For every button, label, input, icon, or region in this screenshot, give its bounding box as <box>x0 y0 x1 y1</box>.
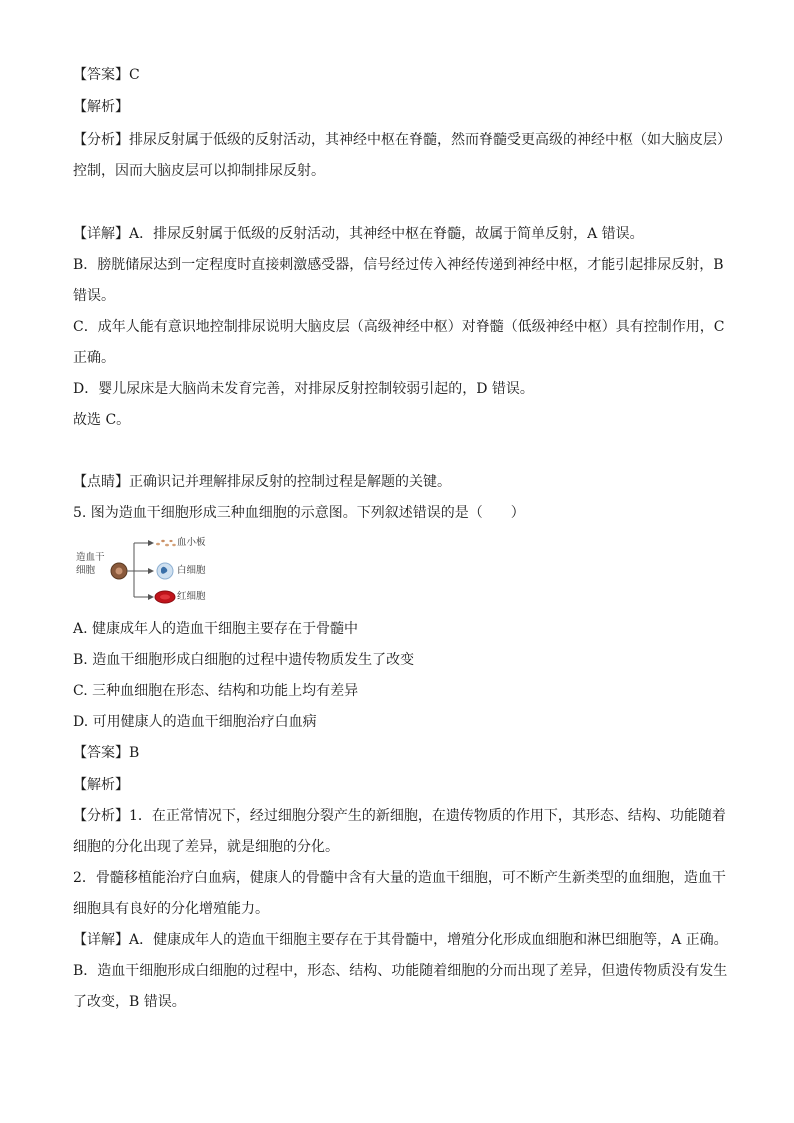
red-blood-cell-icon <box>155 591 175 603</box>
answer-value: B <box>129 745 140 761</box>
fenxi-line-4-q5: 细胞具有良好的分化增殖能力。 <box>73 901 269 917</box>
dianjing-line <box>73 473 451 491</box>
arrow-to-platelet-icon <box>148 540 154 546</box>
platelet-label: 血小板 <box>177 537 206 548</box>
fenxi-tag: 【分析】 <box>73 132 129 148</box>
fenxi-line-1 <box>73 131 731 149</box>
stem-cell-label-1: 造血干 <box>76 552 105 563</box>
detail-line-d: D．婴儿尿床是大脑尚未发育完善，对排尿反射控制较弱引起的，D 错误。 <box>73 381 534 397</box>
fenxi-line-1-q5 <box>73 807 726 825</box>
answer-tag: 【答案】 <box>73 67 129 83</box>
detail-text: A．排尿反射属于低级的反射活动，其神经中枢在脊髓，故属于简单反射，A 错误。 <box>129 226 644 242</box>
option-b: B. 造血干细胞形成白细胞的过程中遗传物质发生了改变 <box>73 652 415 668</box>
fenxi-line-2-q5: 细胞的分化出现了差异，就是细胞的分化。 <box>73 839 339 855</box>
wbc-label: 白细胞 <box>177 565 206 576</box>
detail-tag: 【详解】 <box>73 226 129 242</box>
detail-tag: 【详解】 <box>73 932 129 948</box>
option-d: D. 可用健康人的造血干细胞治疗白血病 <box>73 714 317 730</box>
detail-line-a <box>73 225 644 243</box>
stem-cell-label-2: 细胞 <box>76 565 96 576</box>
white-blood-cell-icon <box>157 563 173 579</box>
answer-tag: 【答案】 <box>73 745 129 761</box>
fenxi-text: 排尿反射属于低级的反射活动，其神经中枢在脊髓，然而脊髓受更高级的神经中枢（如大脑皮层） <box>129 132 731 148</box>
rbc-label: 红细胞 <box>177 591 206 602</box>
detail-line-b1: B．膀胱储尿达到一定程度时直接刺激感受器，信号经过传入神经传递到神经中枢，才能引起排尿反射，B <box>73 257 724 273</box>
blood-cell-diagram <box>72 535 222 605</box>
detail-line-c2: 正确。 <box>73 350 115 366</box>
option-a: A. 健康成年人的造血干细胞主要存在于骨髓中 <box>73 621 359 637</box>
arrow-to-rbc-icon <box>148 594 154 600</box>
detail-line-c1: C．成年人能有意识地控制排尿说明大脑皮层（高级神经中枢）对脊髓（低级神经中枢）具有控制作用，C <box>73 319 725 335</box>
analysis-label: 【解析】 <box>73 99 129 115</box>
fenxi-text: 1．在正常情况下，经过细胞分裂产生的新细胞，在遗传物质的作用下，其形态、结构、功能随着 <box>129 808 726 824</box>
detail-line-a-q5 <box>73 931 728 949</box>
option-c: C. 三种血细胞在形态、结构和功能上均有差异 <box>73 683 359 699</box>
detail-line-b1-q5: B．造血干细胞形成白细胞的过程中，形态、结构、功能随着细胞的分而出现了差异，但遗传物质没有发生 <box>73 963 728 979</box>
fenxi-line-3-q5: 2．骨髓移植能治疗白血病，健康人的骨髓中含有大量的造血干细胞，可不断产生新类型的血细胞，造血干 <box>73 870 726 886</box>
question-5-stem: 5. 图为造血干细胞形成三种血细胞的示意图。下列叙述错误的是（ ） <box>73 505 525 521</box>
detail-text: A．健康成年人的造血干细胞主要存在于其骨髓中，增殖分化形成血细胞和淋巴细胞等，A 正确。 <box>129 932 728 948</box>
conclusion-line: 故选 C。 <box>73 412 131 428</box>
arrow-to-wbc-icon <box>148 568 154 574</box>
detail-line-b2: 错误。 <box>73 288 115 304</box>
dianjing-tag: 【点睛】 <box>73 474 129 490</box>
platelet-icon <box>156 540 176 547</box>
analysis-label-q5: 【解析】 <box>73 777 129 793</box>
answer-line-q5 <box>73 744 139 762</box>
detail-line-b2-q5: 了改变，B 错误。 <box>73 994 186 1010</box>
dianjing-text: 正确识记并理解排尿反射的控制过程是解题的关键。 <box>129 474 451 490</box>
answer-value: C <box>129 67 140 83</box>
fenxi-tag: 【分析】 <box>73 808 129 824</box>
fenxi-line-2: 控制，因而大脑皮层可以抑制排尿反射。 <box>73 163 325 179</box>
answer-line <box>73 66 140 84</box>
